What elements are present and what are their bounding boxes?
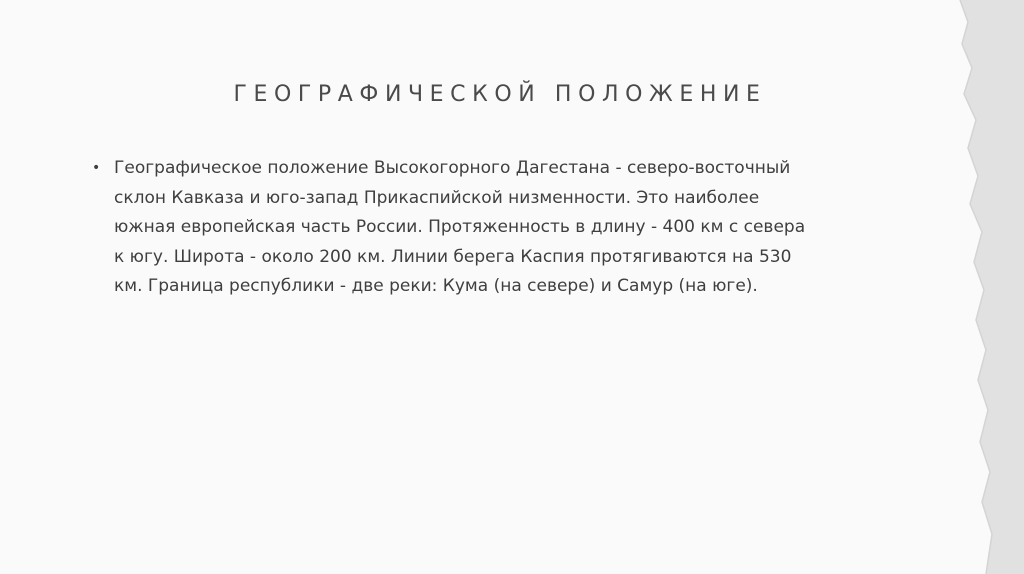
paragraph-line: Географическое положение Высокогорного Дагестана - северо-восточный: [114, 158, 791, 178]
paragraph-line: км. Граница республики - две реки: Кума (на севере) и Самур (на юге).: [114, 276, 758, 296]
paragraph-line: склон Кавказа и юго-запад Прикаспийской низменности. Это наиболее: [114, 187, 760, 208]
paragraph-line: южная европейская часть России. Протяженность в длину - 400 км с севера: [114, 217, 806, 237]
bullet-list: [92, 154, 912, 302]
bullet-icon: •: [92, 160, 101, 176]
bullet-item: [92, 154, 912, 302]
slide-title: ГЕОГРАФИЧЕСКОЙ ПОЛОЖЕНИЕ: [233, 82, 767, 107]
paragraph-line: к югу. Широта - около 200 км. Линии берега Каспия протягиваются на 530: [114, 246, 792, 267]
